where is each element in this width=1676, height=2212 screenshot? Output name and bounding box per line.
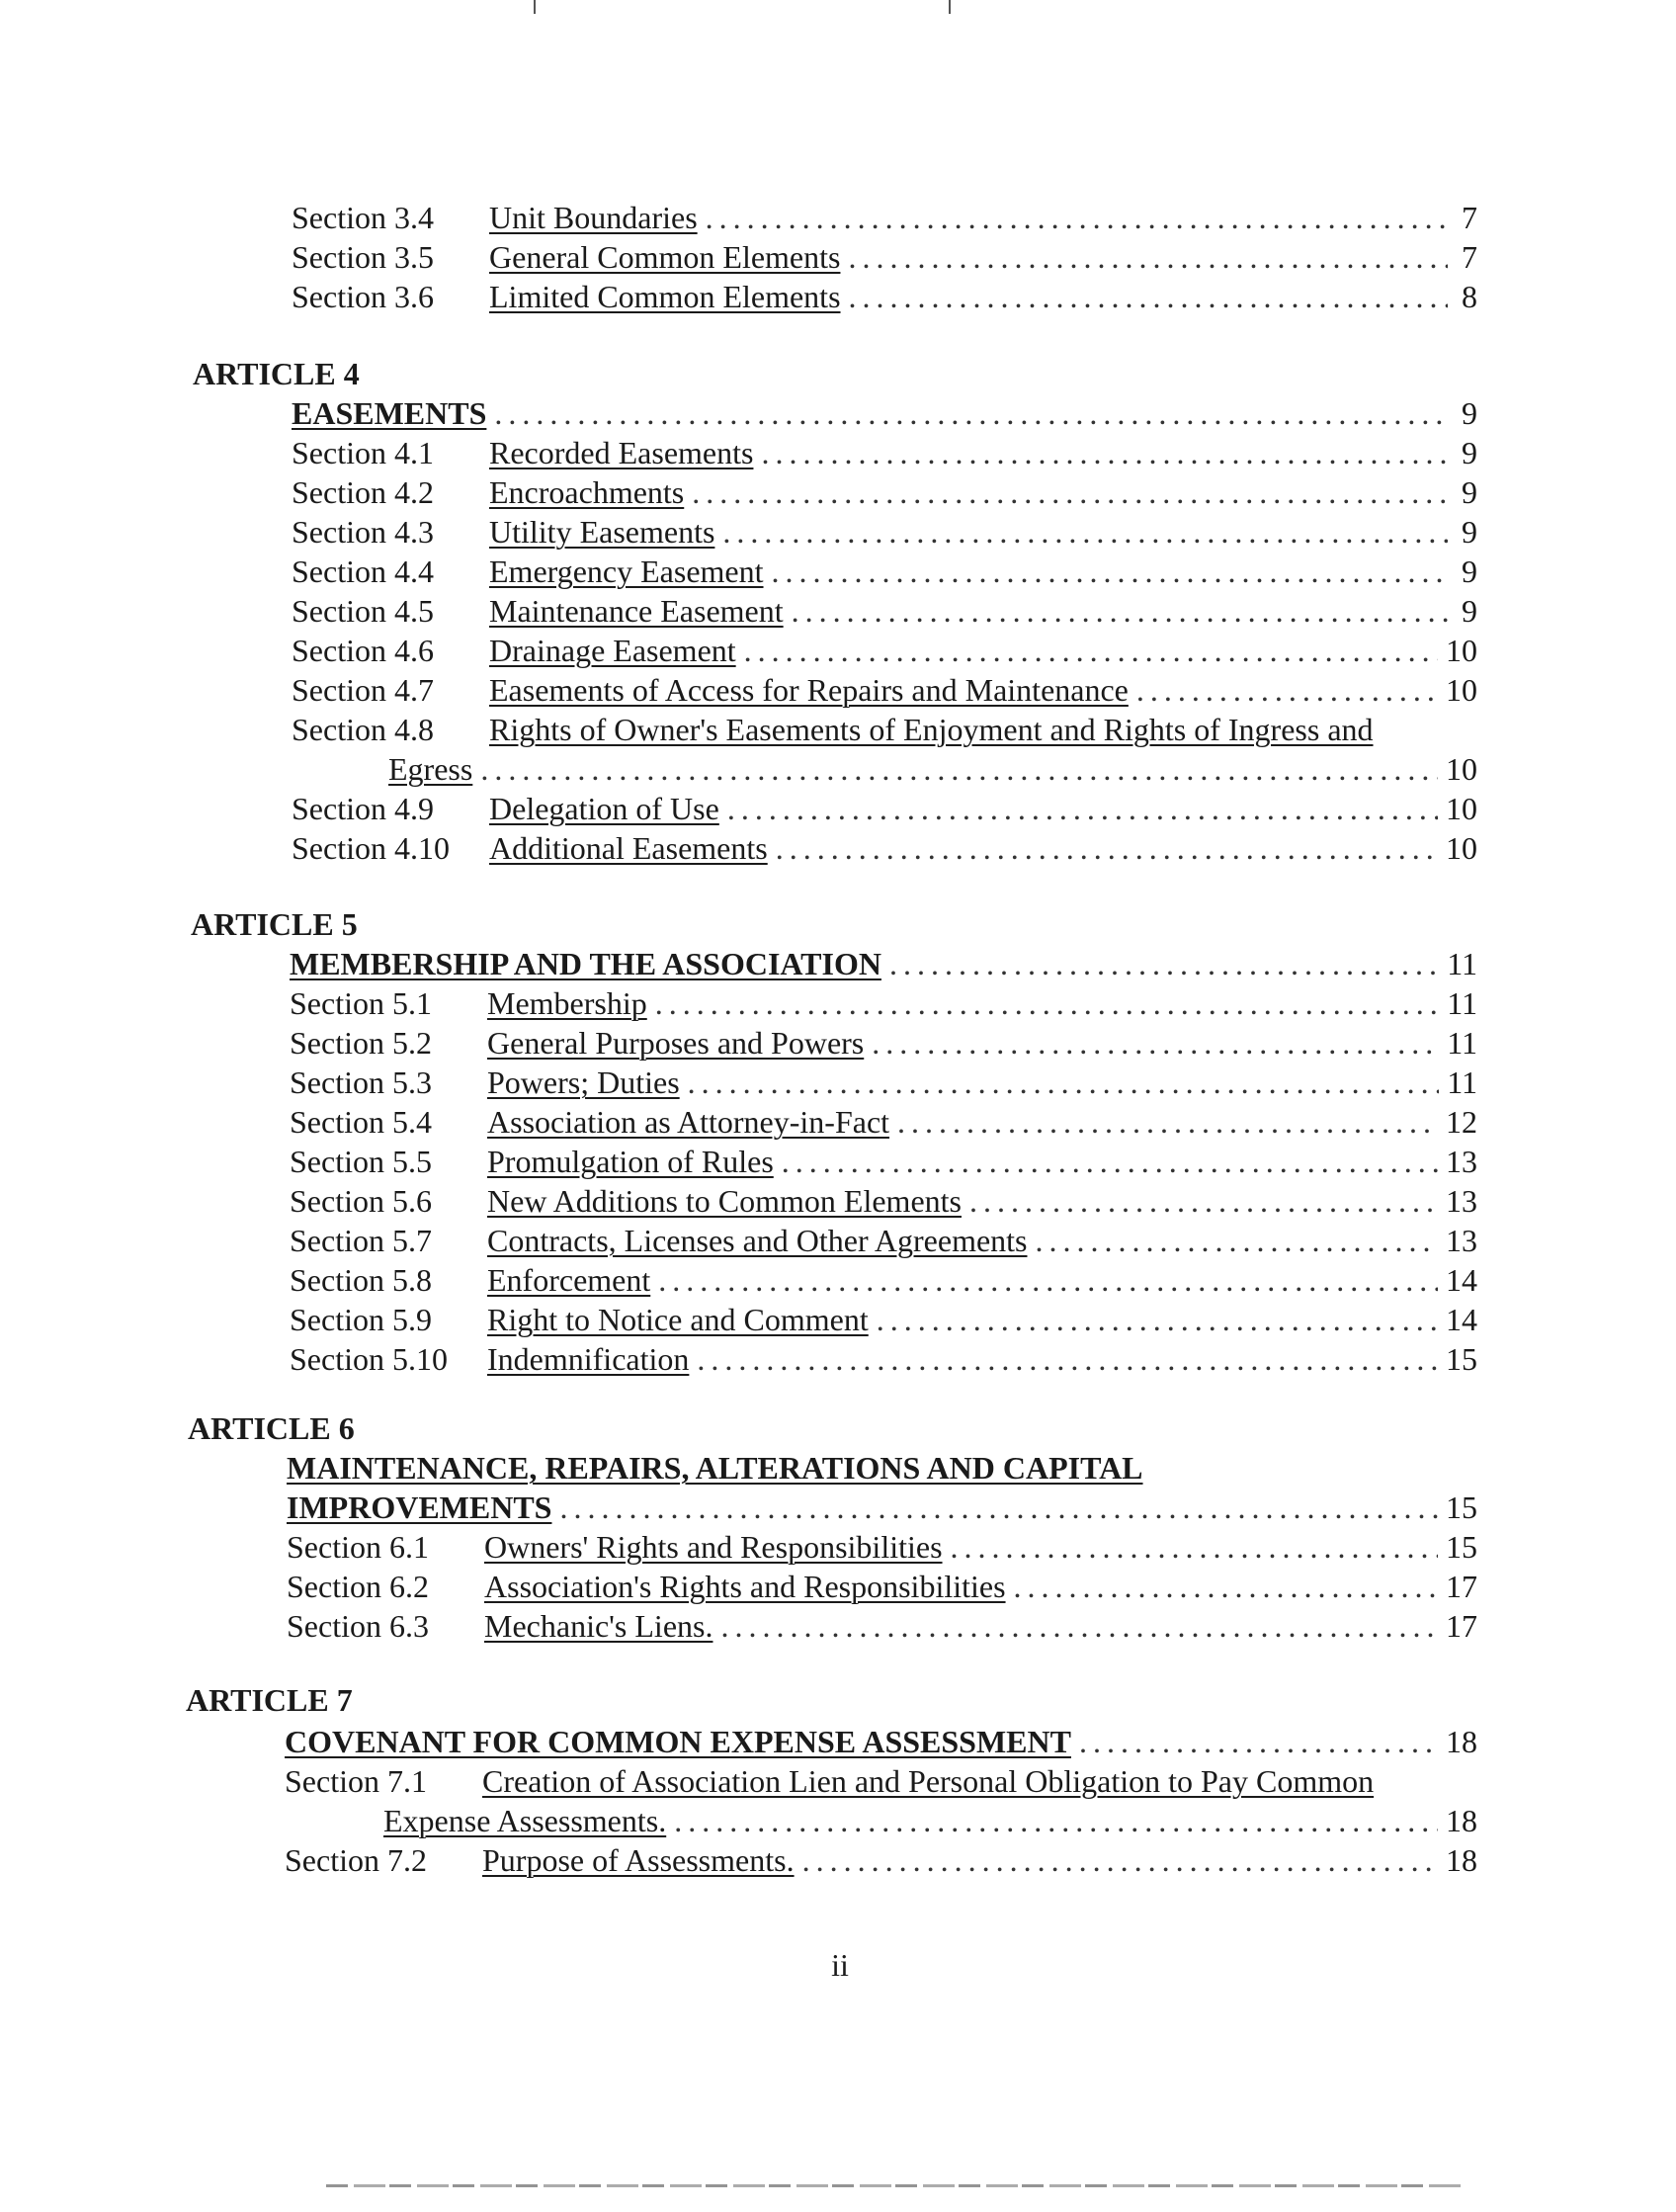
toc-heading-article-4[interactable]: EASEMENTS ..... 9 [292, 393, 1477, 433]
toc-entry-3-5[interactable]: Section 3.5 General Common Elements ..... 7 [292, 237, 1477, 277]
toc-entry-7-2[interactable]: Section 7.2 Purpose of Assessments. ..... 18 [285, 1840, 1477, 1880]
toc-entry-4-10[interactable]: Section 4.10 Additional Easements ..... 10 [292, 828, 1477, 868]
toc-entry-4-2[interactable]: Section 4.2 Encroachments ..... 9 [292, 472, 1477, 512]
article-4-label: ARTICLE 4 [193, 356, 360, 391]
toc-entry-5-5[interactable]: Section 5.5 Promulgation of Rules ..... 13 [290, 1142, 1477, 1181]
article-5-label: ARTICLE 5 [191, 906, 358, 942]
article-6-label: ARTICLE 6 [188, 1410, 355, 1446]
toc-entry-4-8-cont[interactable]: Egress ..... 10 [388, 749, 1477, 789]
toc-entry-6-2[interactable]: Section 6.2 Association's Rights and Responsibilities ..... 17 [287, 1567, 1477, 1606]
article-7-label: ARTICLE 7 [186, 1682, 353, 1718]
toc-entry-5-4[interactable]: Section 5.4 Association as Attorney-in-Fact ..... 12 [290, 1102, 1477, 1142]
toc-entry-4-6[interactable]: Section 4.6 Drainage Easement ..... 10 [292, 631, 1477, 670]
toc-entry-4-8[interactable]: Section 4.8 Rights of Owner's Easements of Enjoyment and Rights of Ingress and [292, 712, 1374, 747]
toc-heading-article-7[interactable]: COVENANT FOR COMMON EXPENSE ASSESSMENT ..... 18 [285, 1722, 1477, 1761]
toc-entry-4-1[interactable]: Section 4.1 Recorded Easements ..... 9 [292, 433, 1477, 472]
toc-entry-5-8[interactable]: Section 5.8 Enforcement ..... 14 [290, 1260, 1477, 1300]
page-number: ii [831, 1947, 849, 1983]
toc-entry-4-9[interactable]: Section 4.9 Delegation of Use ..... 10 [292, 789, 1477, 828]
toc-entry-4-3[interactable]: Section 4.3 Utility Easements ..... 9 [292, 512, 1477, 552]
toc-entry-5-9[interactable]: Section 5.9 Right to Notice and Comment ..... 14 [290, 1300, 1477, 1339]
scan-artifact [326, 2184, 1463, 2187]
toc-entry-6-3[interactable]: Section 6.3 Mechanic's Liens. ..... 17 [287, 1606, 1477, 1646]
toc-entry-6-1[interactable]: Section 6.1 Owners' Rights and Responsibilities ..... 15 [287, 1527, 1477, 1567]
toc-heading-article-6[interactable]: MAINTENANCE, REPAIRS, ALTERATIONS AND CAPITAL [287, 1450, 1143, 1486]
toc-entry-4-4[interactable]: Section 4.4 Emergency Easement ..... 9 [292, 552, 1477, 591]
toc-entry-5-3[interactable]: Section 5.3 Powers; Duties ..... 11 [290, 1063, 1477, 1102]
toc-entry-5-10[interactable]: Section 5.10 Indemnification ..... 15 [290, 1339, 1477, 1379]
toc-entry-7-1-cont[interactable]: Expense Assessments. ..... 18 [383, 1801, 1477, 1840]
toc-entry-4-5[interactable]: Section 4.5 Maintenance Easement ..... 9 [292, 591, 1477, 631]
toc-entry-5-1[interactable]: Section 5.1 Membership ..... 11 [290, 983, 1477, 1023]
toc-entry-5-2[interactable]: Section 5.2 General Purposes and Powers ..... 11 [290, 1023, 1477, 1063]
toc-heading-article-5[interactable]: MEMBERSHIP AND THE ASSOCIATION ..... 11 [290, 944, 1477, 983]
toc-entry-5-7[interactable]: Section 5.7 Contracts, Licenses and Other Agreements ..... 13 [290, 1221, 1477, 1260]
toc-entry-7-1[interactable]: Section 7.1 Creation of Association Lien and Personal Obligation to Pay Common [285, 1763, 1375, 1799]
scan-artifact [949, 0, 951, 14]
toc-heading-article-6-cont[interactable]: IMPROVEMENTS ..... 15 [287, 1488, 1477, 1527]
scan-artifact [534, 0, 536, 14]
toc-entry-4-7[interactable]: Section 4.7 Easements of Access for Repairs and Maintenance ..... 10 [292, 670, 1477, 710]
toc-entry-5-6[interactable]: Section 5.6 New Additions to Common Elements ..... 13 [290, 1181, 1477, 1221]
toc-entry-3-4[interactable]: Section 3.4 Unit Boundaries ..... 7 [292, 198, 1477, 237]
toc-entry-3-6[interactable]: Section 3.6 Limited Common Elements ..... 8 [292, 277, 1477, 316]
